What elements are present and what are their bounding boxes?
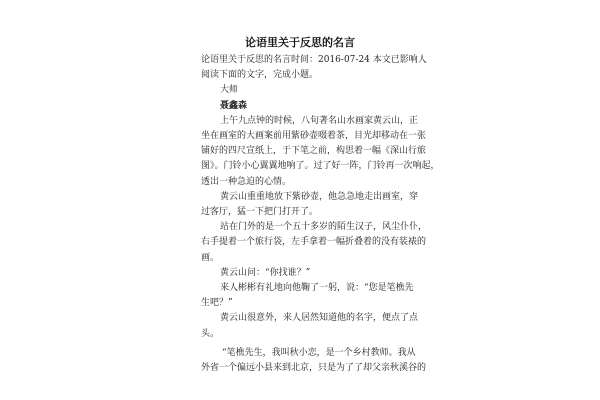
paragraph-line: 透出一种急迫的心情。 xyxy=(201,176,292,187)
paragraph-line: 生吧？” xyxy=(201,298,233,309)
paragraph-line: 黄云山很意外，来人居然知道他的名字，便点了点 xyxy=(220,313,419,324)
article-body xyxy=(201,53,440,376)
paragraph-line: 图》。门铃小心翼翼地响了。过了好一阵，门铃再一次响起， xyxy=(201,161,440,172)
paragraph-line: 坐在画室的大画案前用紫砂壶啜着茶，目光却移动在一张 xyxy=(201,131,427,142)
paragraph-line: “笔樵先生，我叫秋小恋，是一个乡村教师。我从 xyxy=(222,347,416,358)
instruction-line: 阅读下面的文字，完成小题。 xyxy=(201,70,319,81)
story-title: 大师 xyxy=(220,85,239,96)
story-author: 聂鑫森 xyxy=(220,100,248,111)
paragraph-line: 过客厅，猛一下把门打开了。 xyxy=(201,207,319,218)
paragraph-line: 外省一个偏远小县来到北京，只是为了了却父亲秋溪谷的 xyxy=(201,363,427,374)
meta-line: 论语里关于反思的名言时间：2016-07-24 本文已影响人 xyxy=(201,55,427,65)
paragraph-line: 右手提着一个旅行袋，左手拿着一幅折叠着的没有装裱的 xyxy=(201,237,427,248)
paragraph-line: 头。 xyxy=(201,328,220,339)
paragraph-line: 黄云山问：“你找谁？” xyxy=(220,267,311,278)
paragraph-line: 画。 xyxy=(201,252,220,263)
paragraph-line: 黄云山重重地放下紫砂壶，他急急地走出画室，穿 xyxy=(220,191,419,202)
paragraph-line: 站在门外的是一个五十多岁的陌生汉子，风尘仆仆， xyxy=(220,222,428,233)
article-title: 论语里关于反思的名言 xyxy=(245,36,355,49)
paragraph-line: 上午九点钟的时候，八旬著名山水画家黄云山，正 xyxy=(220,115,419,126)
paragraph-line: 来人彬彬有礼地向他鞠了一躬，说：“您是笔樵先 xyxy=(220,283,414,294)
paragraph-line: 铺好的四尺宣纸上，于下笔之前，构思着一幅《深山行旅 xyxy=(201,146,427,157)
